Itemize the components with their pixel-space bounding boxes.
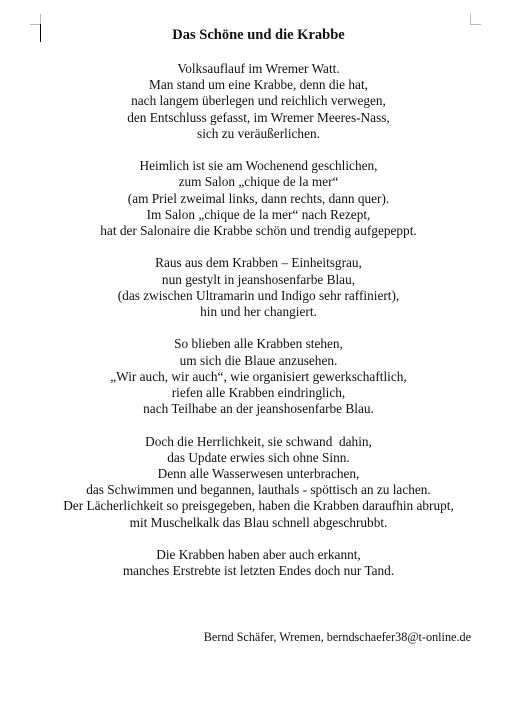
poem-line: Volksauflauf im Wremer Watt.: [177, 61, 340, 76]
stanza: [0, 255, 517, 320]
poem-line: (das zwischen Ultramarin und Indigo sehr raffiniert),: [117, 287, 400, 303]
poem-line: hin und her changiert.: [200, 304, 317, 320]
poem-line: manches Erstrebte ist letzten Endes doch nur Tand.: [122, 563, 395, 579]
poem-line: sich zu veräußerlichen.: [197, 125, 320, 141]
poem-line: nach Teilhabe an der jeanshosenfarbe Blau.: [143, 401, 374, 417]
author-signature: Bernd Schäfer, Wremen, berndschaefer38@t-online.de: [203, 630, 471, 644]
stanza: [0, 158, 517, 239]
poem-line: den Entschluss gefasst, im Wremer Meeres-Nass,: [127, 109, 390, 125]
poem-line: nun gestylt in jeanshosenfarbe Blau,: [161, 271, 356, 287]
poem-line: riefen alle Krabben eindringlich,: [171, 385, 346, 401]
poem-line: Die Krabben haben aber auch erkannt,: [156, 547, 361, 563]
poem-line: nach langem überlegen und reichlich verwegen,: [131, 93, 386, 109]
poem-line: Doch die Herrlichkeit, sie schwand dahin,: [145, 433, 372, 449]
poem-line: „Wir auch, wir auch“, wie organisiert gewerkschaftlich,: [110, 368, 407, 384]
stanza: [0, 61, 517, 142]
stanza: [0, 434, 517, 531]
poem-line: Im Salon „chique de la mer“ nach Rezept,: [146, 206, 371, 222]
poem-line: hat der Salonaire die Krabbe schön und trendig aufgepeppt.: [100, 223, 417, 239]
poem-line: Denn alle Wasserwesen unterbrachen,: [157, 466, 360, 482]
poem-line: das Schwimmen und begannen, lauthals - spöttisch an zu lachen.: [86, 482, 431, 498]
poem-line: Raus aus dem Krabben – Einheitsgrau,: [155, 255, 362, 271]
poem-line: Heimlich ist sie am Wochenend geschlichen,: [139, 158, 378, 174]
poem-line: (am Priel zweimal links, dann rechts, dann quer).: [127, 190, 390, 206]
poem-line: das Update erwies sich ohne Sinn.: [167, 449, 350, 465]
poem-body[interactable]: [0, 61, 517, 596]
poem-line: um sich die Blaue anzusehen.: [179, 352, 338, 368]
crop-mark-top-right: [470, 14, 481, 25]
poem-line: mit Muschelkalk das Blau schnell abgeschrubbt.: [129, 514, 388, 530]
poem-line: zum Salon „chique de la mer“: [178, 174, 339, 190]
poem-line: Man stand um eine Krabbe, denn die hat,: [149, 77, 368, 93]
poem-line: Der Lächerlichkeit so preisgegeben, haben die Krabben daraufhin abrupt,: [63, 498, 454, 514]
poem-line: So blieben alle Krabben stehen,: [174, 336, 343, 352]
stanza: [0, 336, 517, 417]
stanza: [0, 547, 517, 579]
poem-title: Das Schöne und die Krabbe: [172, 27, 345, 43]
